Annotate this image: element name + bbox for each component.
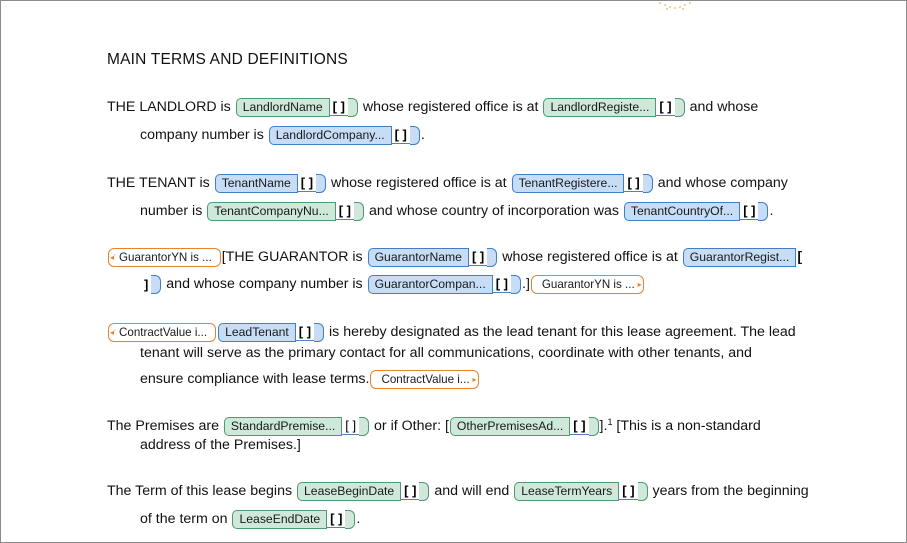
tenant-line-1 [107,173,788,193]
landlord-line-2 [140,125,425,145]
tag-end [314,323,324,342]
premises-line-2 [140,435,301,455]
tag-label: LeadTenant [218,323,296,342]
content-control-guarantor-office-end[interactable] [141,275,161,294]
text: whose registered office is at [327,175,511,191]
text: . [420,127,425,143]
tag-label: LeaseTermYears [514,482,619,501]
placeholder[interactable]: [ ] [336,202,354,220]
tag-label: ◂’ ContractValue i... [108,323,216,342]
term-line-1 [107,481,809,501]
content-control-other-premises[interactable] [450,417,599,436]
content-control-guarantor-name[interactable] [368,248,498,267]
tag-end [354,202,364,221]
term-line-2 [140,509,360,529]
tag-label: OtherPremisesAd... [450,417,570,436]
tag-label: LeaseEndDate [232,510,327,529]
tag-label: TenantRegistere... [512,174,625,193]
placeholder[interactable]: [ ] [570,417,588,435]
content-control-tenant-name[interactable] [215,174,326,193]
text: whose registered office is at [498,249,682,265]
text: and whose company number is [162,276,367,292]
text: The Term of this lease begins [107,483,297,499]
placeholder[interactable]: [ ] [493,275,511,293]
tag-label: ContractValue i... ▸ [370,370,478,389]
contract-line-3 [140,369,480,389]
text: . [356,511,361,527]
placeholder[interactable]: [ ] [624,174,642,192]
text: The Premises are [107,418,223,434]
tag-end [643,174,653,193]
placeholder[interactable]: [ ] [392,126,410,144]
tag-label: GuarantorName [368,248,469,267]
tag-end [348,98,358,117]
contract-line-2 [140,343,752,363]
text: [THE GUARANTOR is [221,249,367,265]
content-control-landlord-office[interactable] [543,98,684,117]
text: tenant will serve as the primary contact for all communications, coordinate with other tenants, and [140,345,752,361]
guarantor-line-2 [140,274,645,294]
text: and whose company [653,175,788,191]
decorative-dots [656,1,696,13]
text: address of the Premises.] [140,437,301,453]
placeholder[interactable]: [ ] [342,417,359,435]
tag-label: ◂’ GuarantorYN is ... [108,248,221,267]
tag-end [419,482,429,501]
content-control-standard-premises[interactable] [224,417,369,436]
text: or if Other: [ [370,418,449,434]
placeholder[interactable]: [ ] [619,482,637,500]
tag-end [511,275,521,294]
text: years from the beginning [648,483,809,499]
content-control-lease-begin-date[interactable] [297,482,429,501]
content-control-landlord-company[interactable] [269,126,420,145]
text: THE LANDLORD is [107,99,235,115]
tag-label: LandlordCompany... [269,126,392,145]
contract-line-1 [107,322,796,342]
conditional-tag-contract-end[interactable] [370,370,478,389]
text: and whose [685,99,759,115]
tag-end [151,275,161,294]
content-control-lead-tenant[interactable] [218,323,324,342]
landlord-line-1 [107,97,758,117]
tag-end [758,202,768,221]
tag-label: StandardPremise... [224,417,342,436]
text: and whose country of incorporation was [365,203,623,219]
text: [ [797,249,803,265]
content-control-guarantor-office[interactable] [683,248,797,267]
content-control-tenant-country[interactable] [624,202,769,221]
content-control-lease-end-date[interactable] [232,510,355,529]
tag-label: TenantCountryOf... [624,202,740,221]
conditional-tag-guarantor-start[interactable] [108,248,221,267]
tag-label: LandlordRegiste... [543,98,656,117]
text: ]. [599,418,608,434]
placeholder-close: ] [144,276,149,292]
text: and will end [430,483,514,499]
text: is hereby designated as the lead tenant for this lease agreement. The lead [325,324,796,340]
tag-label: LandlordName [236,98,330,117]
tag-label: TenantName [215,174,298,193]
text: ensure compliance with lease terms. [140,371,370,387]
text: company number is [140,127,268,143]
conditional-tag-guarantor-end[interactable] [531,275,644,294]
placeholder[interactable]: [ ] [296,323,314,341]
content-control-guarantor-company[interactable] [368,275,521,294]
tag-end [589,417,599,436]
content-control-tenant-office[interactable] [512,174,653,193]
placeholder[interactable]: [ ] [656,98,674,116]
placeholder[interactable]: [ ] [740,202,758,220]
text: THE TENANT is [107,175,214,191]
tag-end [316,174,326,193]
text: . [769,203,774,219]
text: number is [140,203,207,219]
tag-end [675,98,685,117]
content-control-lease-term-years[interactable] [514,482,647,501]
content-control-tenant-company[interactable] [207,202,364,221]
guarantor-line-1 [107,247,802,267]
tag-label: GuarantorCompan... [368,275,493,294]
text: [This is a non-standard [612,418,761,434]
text: of the term on [140,511,232,527]
placeholder[interactable]: [ ] [298,174,316,192]
tag-label: TenantCompanyNu... [207,202,336,221]
content-control-landlord-name[interactable] [236,98,358,117]
placeholder[interactable]: [ ] [327,510,345,528]
placeholder[interactable]: [ ] [469,248,487,266]
tag-end [638,482,648,501]
tag-label: GuarantorRegist... [683,248,797,267]
placeholder[interactable]: [ ] [401,482,419,500]
tenant-line-2 [140,201,773,221]
tag-end [359,417,369,436]
text: .] [522,276,530,292]
text: whose registered office is at [358,99,543,115]
conditional-tag-contract-start[interactable] [108,323,216,342]
placeholder[interactable]: [ ] [330,98,348,116]
tag-label: LeaseBeginDate [297,482,401,501]
tag-end [487,248,497,267]
footnote-marker[interactable]: 1 [607,417,613,427]
tag-label: GuarantorYN is ... ▸ [531,275,644,294]
tag-end [410,126,420,145]
tag-end [345,510,355,529]
section-heading: MAIN TERMS AND DEFINITIONS [107,51,348,68]
premises-line-1 [107,416,761,436]
